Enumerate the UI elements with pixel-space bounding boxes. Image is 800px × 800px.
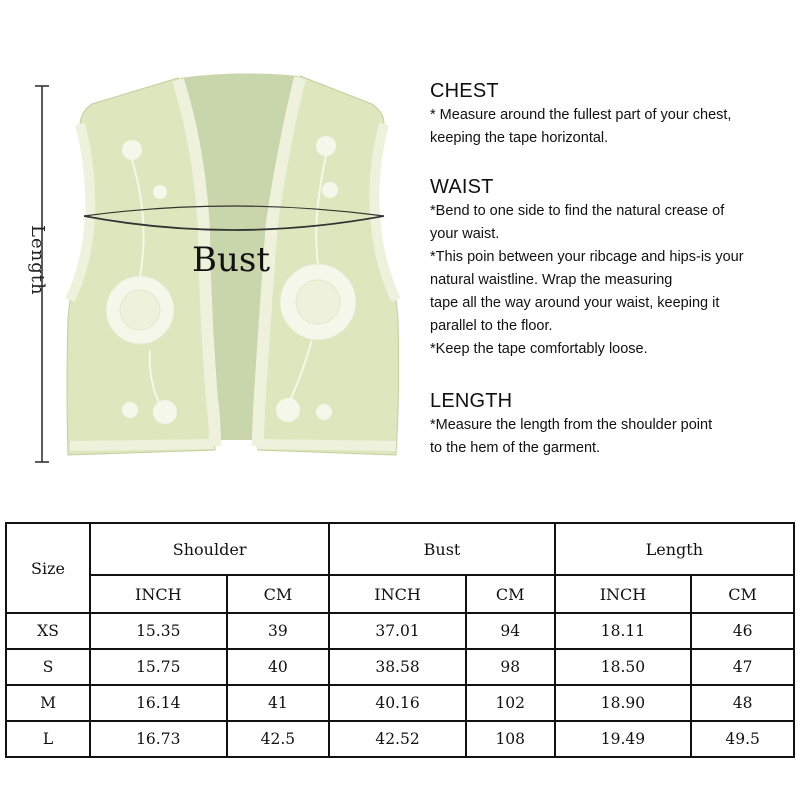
unit-header-inch: INCH xyxy=(329,575,466,613)
chest-line: keeping the tape horizontal. xyxy=(430,130,609,146)
value-cell: 16.14 xyxy=(90,685,227,721)
value-cell: 18.90 xyxy=(555,685,692,721)
unit-header-cm: CM xyxy=(691,575,794,613)
length-title: LENGTH xyxy=(430,390,513,412)
value-cell: 102 xyxy=(466,685,555,721)
table-row xyxy=(6,685,794,721)
length-line: *Measure the length from the shoulder point xyxy=(430,417,713,433)
size-cell: M xyxy=(6,685,90,721)
length-line: to the hem of the garment. xyxy=(430,440,601,456)
unit-header-inch: INCH xyxy=(90,575,227,613)
bust-group-header: Bust xyxy=(329,523,554,575)
value-cell: 15.75 xyxy=(90,649,227,685)
value-cell: 39 xyxy=(227,613,330,649)
unit-header-inch: INCH xyxy=(555,575,692,613)
table-row xyxy=(6,613,794,649)
value-cell: 18.50 xyxy=(555,649,692,685)
size-cell: XS xyxy=(6,613,90,649)
table-row xyxy=(6,649,794,685)
product-figure xyxy=(0,0,420,500)
length-section xyxy=(430,388,712,460)
value-cell: 46 xyxy=(691,613,794,649)
size-cell: S xyxy=(6,649,90,685)
size-column-header: Size xyxy=(6,523,90,613)
waist-line: tape all the way around your waist, keeping it xyxy=(430,295,720,311)
value-cell: 19.49 xyxy=(555,721,692,757)
chest-section xyxy=(430,78,731,150)
value-cell: 18.11 xyxy=(555,613,692,649)
value-cell: 37.01 xyxy=(329,613,466,649)
value-cell: 94 xyxy=(466,613,555,649)
value-cell: 98 xyxy=(466,649,555,685)
length-group-header: Length xyxy=(555,523,794,575)
size-chart-table xyxy=(5,522,795,758)
waist-section xyxy=(430,174,744,361)
value-cell: 15.35 xyxy=(90,613,227,649)
waist-line: your waist. xyxy=(430,226,500,242)
waist-title: WAIST xyxy=(430,176,494,198)
table-group-header-row xyxy=(6,523,794,575)
unit-header-cm: CM xyxy=(466,575,555,613)
value-cell: 108 xyxy=(466,721,555,757)
left-hem-trim xyxy=(70,444,214,446)
shoulder-group-header: Shoulder xyxy=(90,523,329,575)
value-cell: 47 xyxy=(691,649,794,685)
table-unit-header-row xyxy=(6,575,794,613)
table-row xyxy=(6,721,794,757)
value-cell: 16.73 xyxy=(90,721,227,757)
right-large-flower xyxy=(280,264,356,340)
size-cell: L xyxy=(6,721,90,757)
value-cell: 49.5 xyxy=(691,721,794,757)
value-cell: 40 xyxy=(227,649,330,685)
chest-line: * Measure around the fullest part of your chest, xyxy=(430,107,732,123)
value-cell: 42.52 xyxy=(329,721,466,757)
value-cell: 42.5 xyxy=(227,721,330,757)
value-cell: 40.16 xyxy=(329,685,466,721)
value-cell: 41 xyxy=(227,685,330,721)
waist-line: natural waistline. Wrap the measuring xyxy=(430,272,673,288)
bust-label: Bust xyxy=(192,240,270,280)
waist-line: *This poin between your ribcage and hips-is your xyxy=(430,249,744,265)
waist-line: *Bend to one side to find the natural crease of xyxy=(430,203,725,219)
value-cell: 48 xyxy=(691,685,794,721)
chest-title: CHEST xyxy=(430,80,499,102)
left-large-flower xyxy=(106,276,174,344)
waist-line: parallel to the floor. xyxy=(430,318,553,334)
unit-header-cm: CM xyxy=(227,575,330,613)
right-hem-trim xyxy=(258,444,396,446)
waist-line: *Keep the tape comfortably loose. xyxy=(430,341,648,357)
length-label: Length xyxy=(27,224,48,296)
value-cell: 38.58 xyxy=(329,649,466,685)
